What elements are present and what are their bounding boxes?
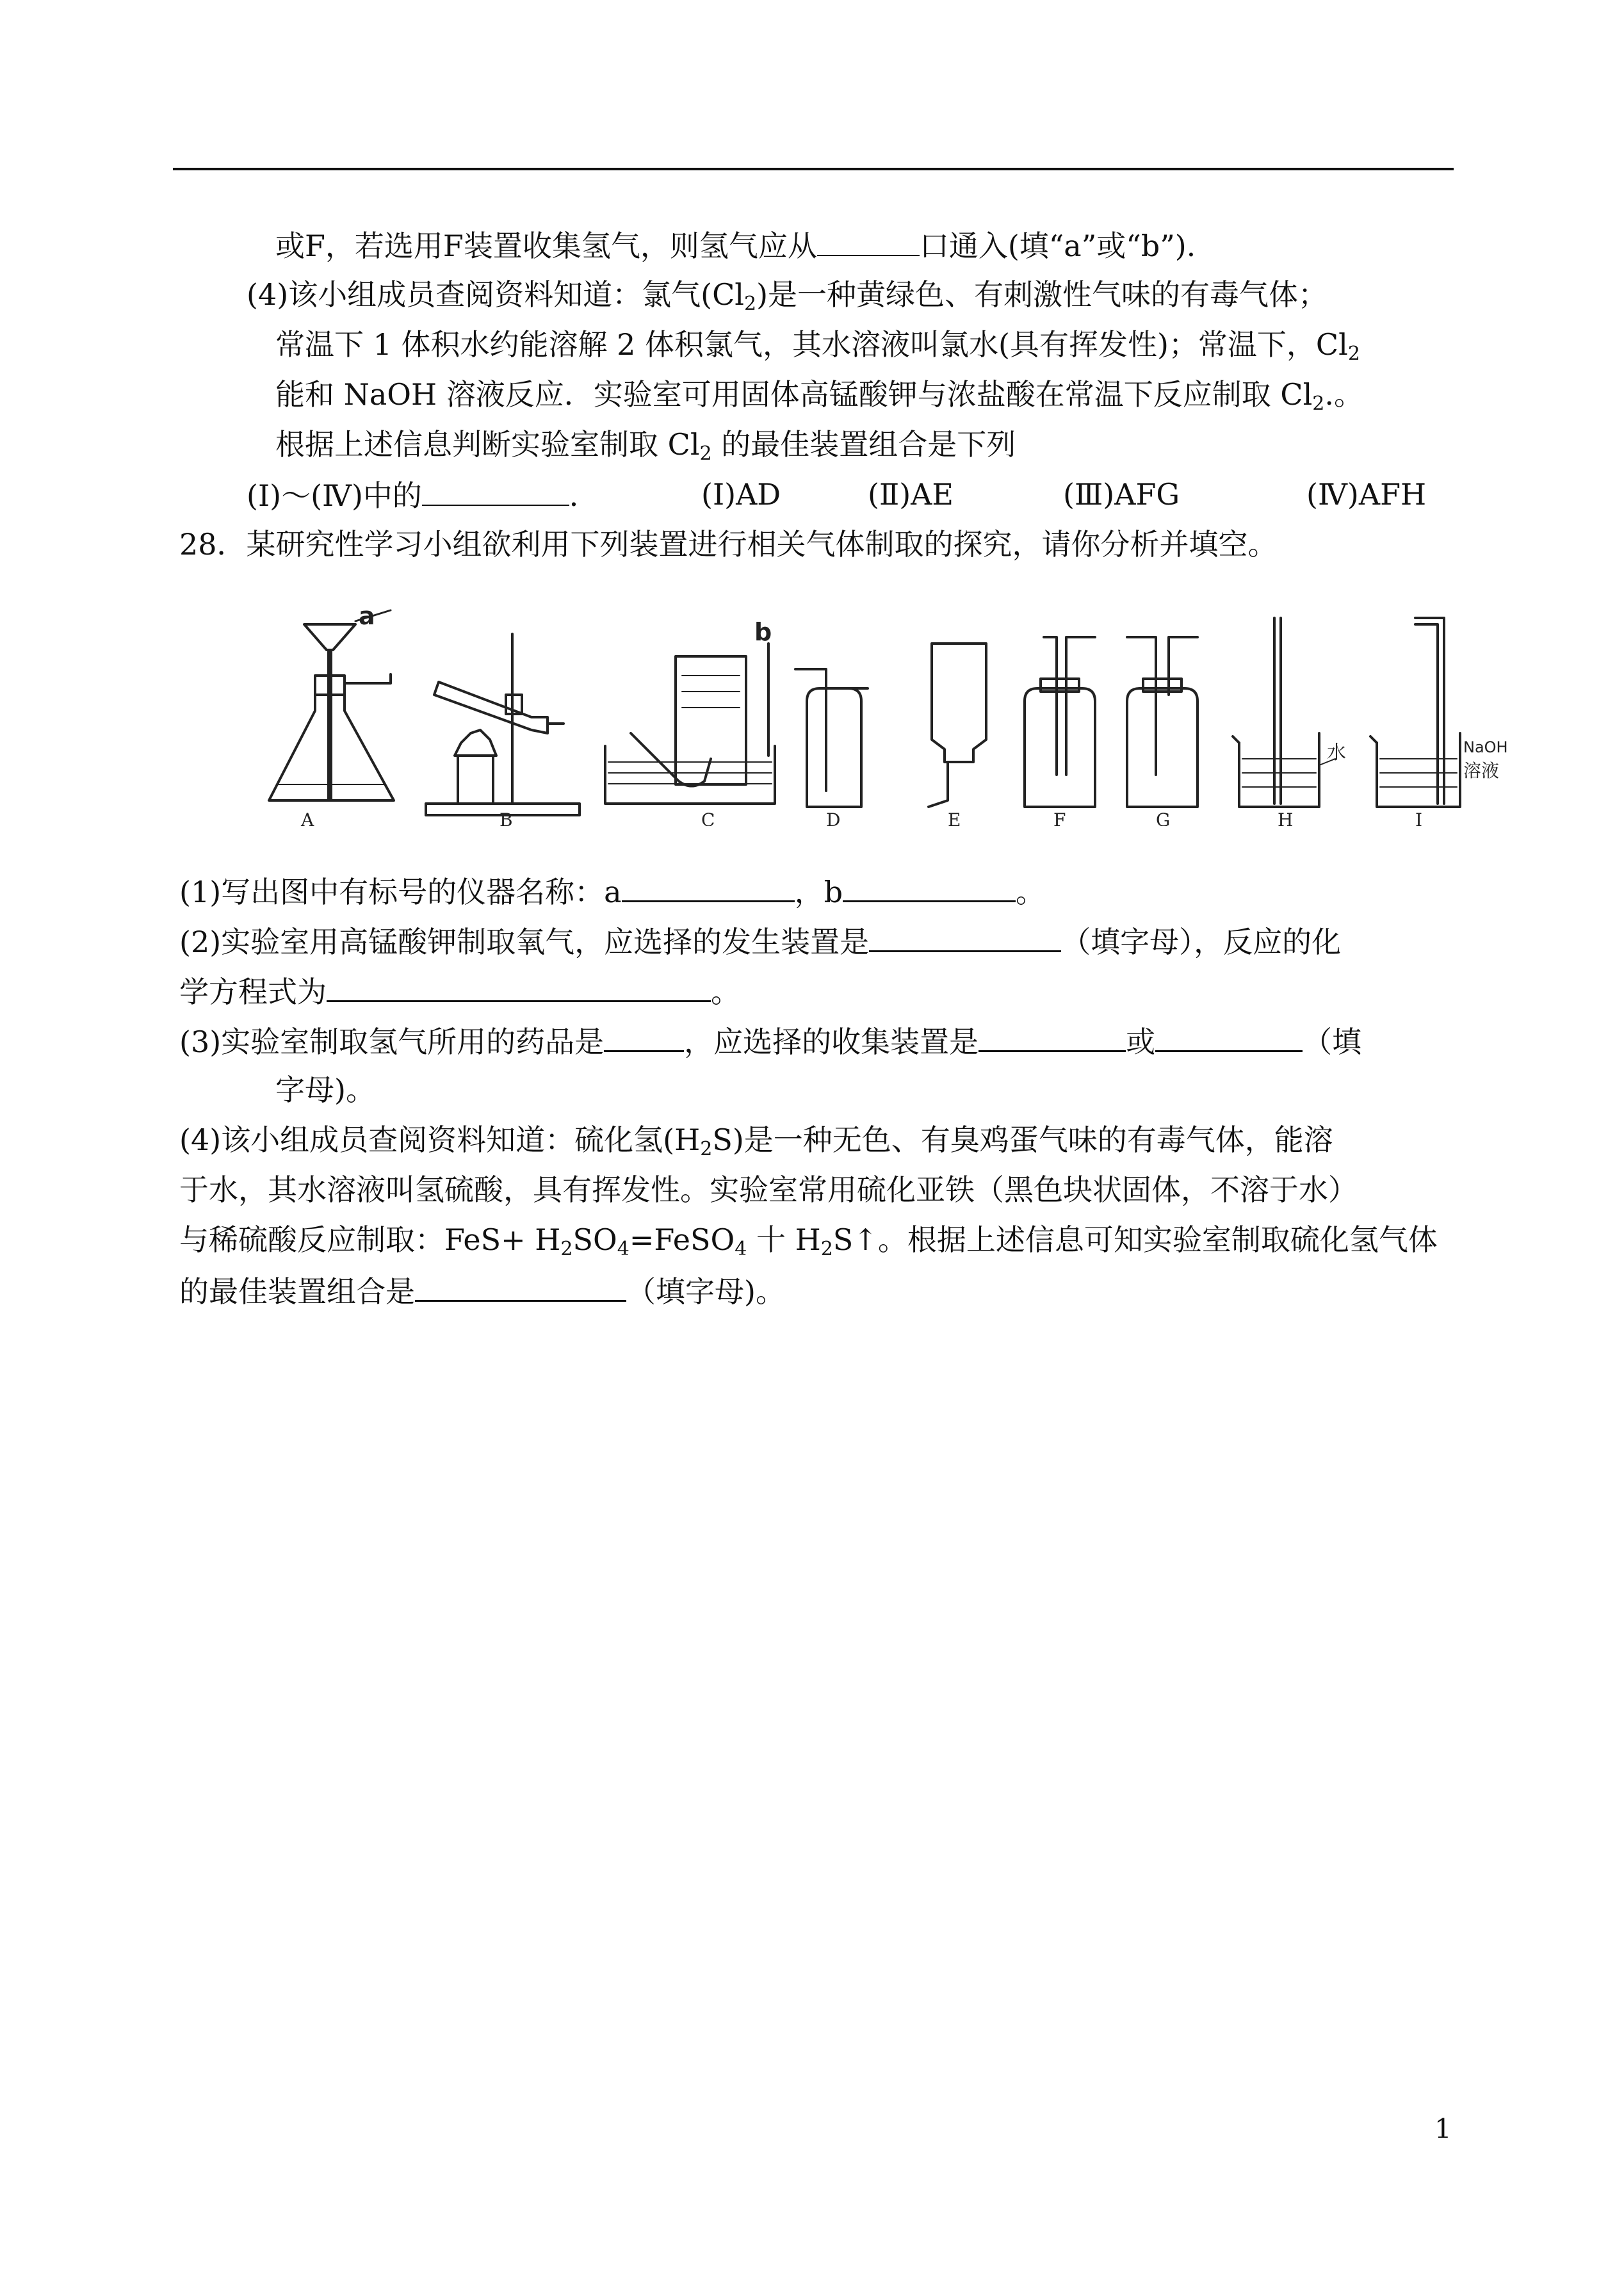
q27-text: ． — [569, 478, 599, 513]
q28-text: (1)写出图中有标号的仪器名称：a — [179, 875, 622, 909]
q28-text: （填字母)。 — [626, 1274, 785, 1309]
q28-text: ，b — [794, 875, 843, 909]
q27-text: 的最佳装置组合是下列 — [711, 427, 1016, 462]
q27-line-3 — [275, 325, 1360, 364]
q28-text: 于水，其水溶液叫氢硫酸，具有挥发性。实验室常用硫化亚铁（黑色块状固体，不溶于水） — [179, 1172, 1358, 1207]
apparatus-c — [605, 644, 775, 804]
q28-part-4-line-4 — [179, 1270, 785, 1311]
apparatus-g — [1127, 637, 1198, 807]
answer-blank-b[interactable] — [843, 871, 1016, 902]
q28-text: (3)实验室制取氢气所用的药品是 — [179, 1025, 605, 1059]
header-rule — [173, 168, 1454, 170]
q28-title — [179, 525, 1278, 564]
q28-text: 或 — [1126, 1025, 1156, 1059]
answer-blank-equation[interactable] — [327, 971, 711, 1002]
subscript: 2 — [699, 442, 712, 465]
q28-part-4-line-2 — [179, 1171, 1358, 1209]
option-label: (Ⅳ)AFH — [1306, 477, 1427, 512]
option-3 — [1063, 475, 1180, 514]
q27-text: 口通入(填“a”或“b”). — [919, 229, 1196, 263]
apparatus-label-i: I — [1415, 809, 1423, 826]
apparatus-label-c: C — [701, 809, 715, 826]
q28-text: 与稀硫酸反应制取：FeS+ H — [179, 1222, 561, 1257]
apparatus-label-g: G — [1156, 809, 1171, 826]
subscript: 4 — [617, 1238, 629, 1260]
q27-line-5 — [275, 425, 1016, 464]
q27-line-1 — [275, 225, 1196, 265]
answer-blank-collector-1[interactable] — [978, 1021, 1126, 1052]
q28-text: 学方程式为 — [179, 975, 327, 1009]
answer-blank-o2-generator[interactable] — [869, 921, 1061, 952]
apparatus-label-a: A — [301, 809, 314, 826]
label-a: a — [359, 605, 375, 630]
subscript: 2 — [560, 1238, 573, 1260]
label-naoh: NaOH — [1463, 738, 1508, 756]
q28-part-4-line-1 — [179, 1121, 1333, 1159]
q28-text: 字母)。 — [275, 1073, 375, 1107]
q27-line-4 — [275, 375, 1363, 414]
q28-part-1 — [179, 871, 1045, 911]
apparatus-label-e: E — [948, 809, 961, 826]
q28-text: 的最佳装置组合是 — [179, 1274, 415, 1309]
answer-blank-inlet[interactable] — [817, 225, 920, 256]
q28-part-3 — [179, 1021, 1361, 1061]
apparatus-label-h: H — [1278, 809, 1294, 826]
q27-text: )是一种黄绿色、有刺激性气味的有毒气体； — [756, 277, 1328, 312]
page-number: 1 — [1434, 2113, 1452, 2145]
subscript: 2 — [1347, 343, 1360, 365]
apparatus-a — [269, 610, 394, 800]
q27-text: 根据上述信息判断实验室制取 Cl — [275, 427, 700, 462]
label-water: 水 — [1327, 742, 1346, 764]
subscript: 2 — [700, 1138, 713, 1160]
option-label: (Ⅲ)AFG — [1063, 477, 1180, 512]
q27-text: (Ⅰ)～(Ⅳ)中的 — [247, 478, 422, 513]
option-1 — [701, 475, 781, 514]
apparatus-e — [929, 644, 986, 807]
q28-text: （填字母），反应的化 — [1061, 925, 1342, 959]
q28-text: 。 — [711, 975, 740, 1009]
q28-part-2 — [179, 921, 1341, 961]
q27-text: 常温下 1 体积水约能溶解 2 体积氯气，其水溶液叫氯水(具有挥发性)；常温下，Cl — [275, 327, 1348, 362]
q27-text: 能和 NaOH 溶液反应．实验室可用固体高锰酸钾与浓盐酸在常温下反应制取 Cl — [275, 377, 1313, 412]
option-4 — [1306, 475, 1426, 514]
label-solution: 溶液 — [1463, 760, 1500, 781]
answer-blank-h2-reagents[interactable] — [604, 1021, 684, 1052]
answer-blank-cl2-combo[interactable] — [422, 475, 569, 506]
option-label: (Ⅱ)AE — [868, 477, 954, 512]
apparatus-h — [1233, 618, 1335, 807]
q28-text: =FeSO — [629, 1222, 735, 1257]
option-2 — [868, 475, 954, 514]
q28-part-4-line-3 — [179, 1220, 1438, 1259]
subscript: 2 — [744, 293, 757, 315]
q28-text: (4)该小组成员查阅资料知道：硫化氢(H — [179, 1123, 701, 1157]
subscript: 4 — [735, 1238, 747, 1260]
q28-text: S↑。根据上述信息可知实验室制取硫化氢气体 — [832, 1222, 1438, 1257]
q27-line-6 — [247, 475, 599, 515]
apparatus-i — [1370, 618, 1460, 807]
q28-title-text: 28．某研究性学习小组欲利用下列装置进行相关气体制取的探究，请你分析并填空。 — [179, 527, 1278, 562]
answer-blank-collector-2[interactable] — [1155, 1021, 1303, 1052]
answer-blank-h2s-combo[interactable] — [415, 1270, 626, 1302]
subscript: 2 — [820, 1238, 833, 1260]
apparatus-d — [795, 669, 868, 807]
subscript: 2 — [1312, 393, 1325, 415]
apparatus-label-d: D — [826, 809, 841, 826]
q28-text: SO — [572, 1222, 617, 1257]
q28-part-2-line-2 — [179, 971, 740, 1011]
q27-line-2 — [247, 275, 1328, 314]
label-b: b — [754, 618, 772, 646]
q28-part-3-line-2 — [275, 1071, 375, 1109]
q28-text: S)是一种无色、有臭鸡蛋气味的有毒气体，能溶 — [712, 1123, 1333, 1157]
q28-text: ，应选择的收集装置是 — [684, 1025, 979, 1059]
q27-text: 或F，若选用F装置收集氢气，则氢气应从 — [275, 229, 817, 263]
q27-text: (4)该小组成员查阅资料知道：氯气(Cl — [247, 277, 745, 312]
apparatus-label-f: F — [1053, 809, 1066, 826]
q28-text: 十 H — [747, 1222, 821, 1257]
apparatus-figure — [263, 605, 1531, 826]
q28-text: (2)实验室用高锰酸钾制取氧气，应选择的发生装置是 — [179, 925, 870, 959]
q28-text: （填 — [1303, 1025, 1362, 1059]
q27-text: .。 — [1324, 377, 1363, 412]
apparatus-b — [426, 634, 580, 815]
apparatus-f — [1025, 637, 1095, 807]
q28-text: 。 — [1016, 875, 1046, 909]
answer-blank-a[interactable] — [622, 871, 795, 902]
apparatus-label-b: B — [499, 809, 513, 826]
option-label: (Ⅰ)AD — [701, 477, 781, 512]
